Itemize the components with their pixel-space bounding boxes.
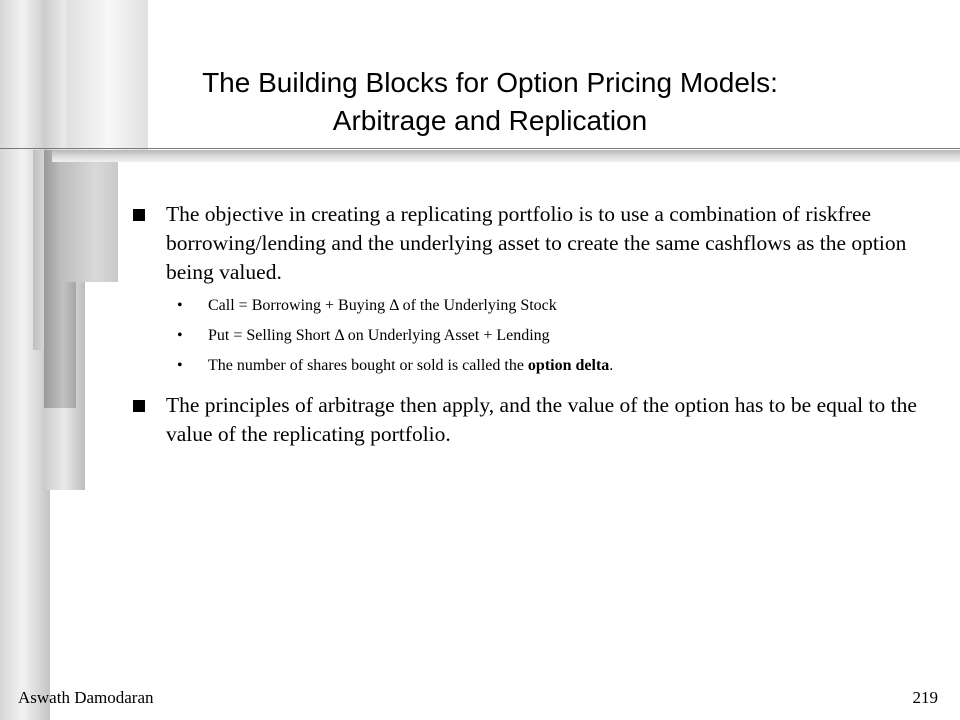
title-divider-line <box>0 148 960 149</box>
bullet-text: The principles of arbitrage then apply, and the value of the option has to be equal to the value of the replicating portfolio. <box>166 393 917 446</box>
square-bullet-icon <box>133 209 145 221</box>
sub-bullet-text: Put = Selling Short Δ on Underlying Asset + Lending <box>208 327 550 344</box>
sub-bullet-item <box>130 355 930 377</box>
title-line-2: Arbitrage and Replication <box>332 105 648 136</box>
dot-bullet-icon: • <box>177 327 183 344</box>
slide-body <box>130 200 930 457</box>
decorative-bar <box>70 0 148 150</box>
bullet-item <box>130 391 930 449</box>
sub-bullet-item <box>130 325 930 347</box>
title-divider-bar <box>52 150 960 162</box>
sub-bullet-text-prefix: The number of shares bought or sold is called the <box>208 357 528 374</box>
title-line-1: The Building Blocks for Option Pricing Models: <box>202 67 778 98</box>
slide-title <box>140 64 840 140</box>
dot-bullet-icon: • <box>177 297 183 314</box>
square-bullet-icon <box>133 400 145 412</box>
page-number: 219 <box>912 688 938 707</box>
bullet-text: The objective in creating a replicating portfolio is to use a combination of riskfree borrowing/lending and the underlying asset to create the same cashflows as the option being valued. <box>166 202 907 284</box>
footer-author: Aswath Damodaran <box>18 688 154 707</box>
sub-bullet-item <box>130 295 930 317</box>
bullet-item <box>130 200 930 287</box>
dot-bullet-icon: • <box>177 357 183 374</box>
sub-bullet-text: Call = Borrowing + Buying Δ of the Underlying Stock <box>208 297 557 314</box>
sub-bullet-text-suffix: . <box>609 357 614 374</box>
decorative-bar <box>62 150 118 282</box>
option-delta-term: option delta <box>527 357 610 374</box>
